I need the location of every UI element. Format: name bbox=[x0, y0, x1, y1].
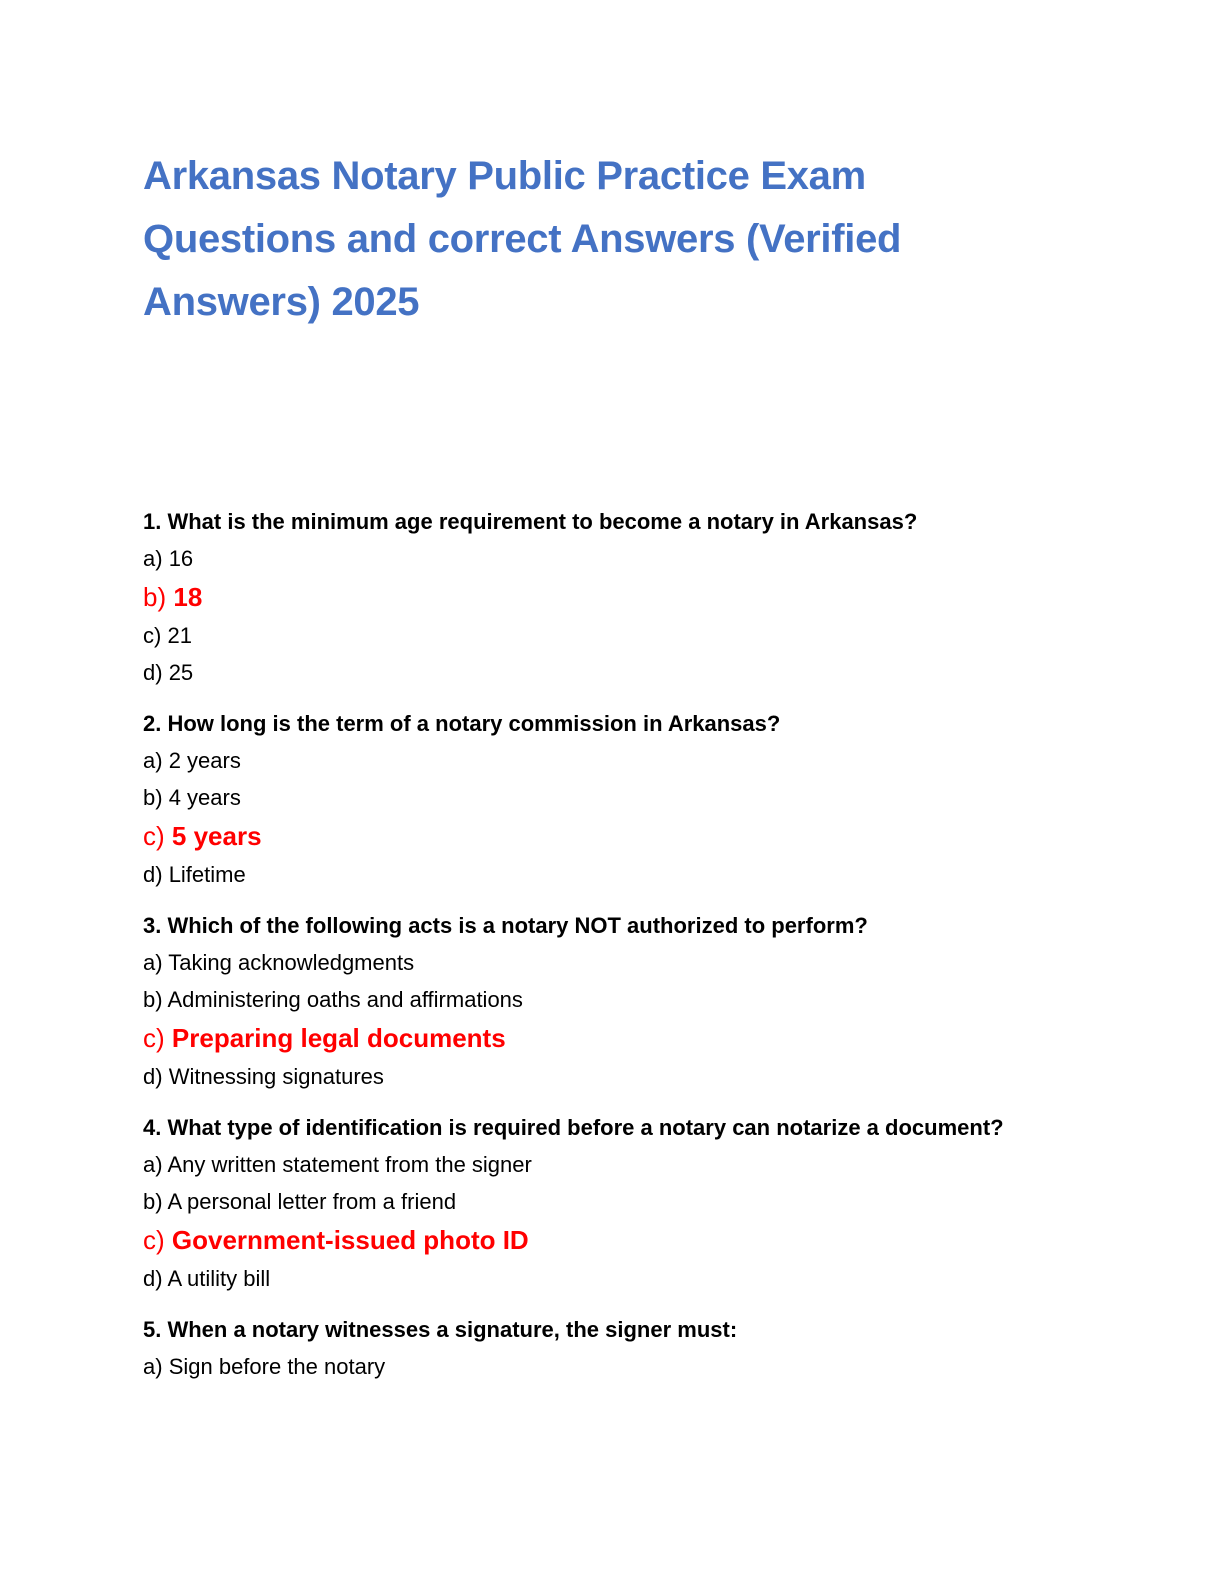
option-text: 25 bbox=[168, 660, 194, 685]
document-title: Arkansas Notary Public Practice Exam Questions and correct Answers (Verified Answers) 2025 bbox=[143, 154, 902, 324]
option-c-correct-answer bbox=[143, 816, 1043, 856]
option-letter: a) bbox=[143, 1152, 163, 1177]
option-letter: d) bbox=[143, 862, 163, 887]
option-letter: d) bbox=[143, 1064, 163, 1089]
option-b bbox=[143, 779, 1043, 816]
option-text: 21 bbox=[167, 623, 192, 648]
question-text: 5. When a notary witnesses a signature, the signer must: bbox=[143, 1317, 738, 1342]
option-a bbox=[143, 742, 1043, 779]
option-b-correct-answer bbox=[143, 577, 1043, 617]
option-text: 4 years bbox=[168, 785, 241, 810]
option-letter: b) bbox=[143, 785, 163, 810]
option-letter: a) bbox=[143, 546, 163, 571]
option-c bbox=[143, 617, 1043, 654]
option-letter: b) bbox=[143, 1189, 163, 1214]
option-letter: a) bbox=[143, 1354, 163, 1379]
option-a bbox=[143, 1146, 1043, 1183]
option-letter: c) bbox=[143, 1225, 165, 1255]
option-letter: c) bbox=[143, 821, 165, 851]
question-text: 1. What is the minimum age requirement to become a notary in Arkansas? bbox=[143, 509, 918, 534]
question-2 bbox=[143, 706, 1043, 893]
option-letter: c) bbox=[143, 623, 162, 648]
option-text: Taking acknowledgments bbox=[168, 950, 415, 975]
option-text: Administering oaths and affirmations bbox=[167, 987, 523, 1012]
option-d bbox=[143, 856, 1043, 893]
option-a bbox=[143, 540, 1043, 577]
option-d bbox=[143, 654, 1043, 691]
question-5 bbox=[143, 1312, 1043, 1385]
option-letter: c) bbox=[143, 1023, 165, 1053]
option-b bbox=[143, 981, 1043, 1018]
option-d bbox=[143, 1260, 1043, 1297]
question-text: 2. How long is the term of a notary commission in Arkansas? bbox=[143, 711, 781, 736]
question-3 bbox=[143, 908, 1043, 1095]
option-text: Witnessing signatures bbox=[168, 1064, 384, 1089]
question-list bbox=[143, 504, 1043, 1400]
option-letter: a) bbox=[143, 950, 163, 975]
option-text: Government-issued photo ID bbox=[171, 1225, 529, 1255]
question-text: 3. Which of the following acts is a notary NOT authorized to perform? bbox=[143, 913, 868, 938]
option-letter: d) bbox=[143, 1266, 163, 1291]
option-text: A utility bill bbox=[167, 1266, 271, 1291]
option-text: 16 bbox=[168, 546, 194, 571]
option-b bbox=[143, 1183, 1043, 1220]
option-text: A personal letter from a friend bbox=[167, 1189, 457, 1214]
option-d bbox=[143, 1058, 1043, 1095]
option-text: 2 years bbox=[168, 748, 241, 773]
option-a bbox=[143, 944, 1043, 981]
option-c-correct-answer bbox=[143, 1018, 1043, 1058]
option-text: Lifetime bbox=[168, 862, 246, 887]
question-4 bbox=[143, 1110, 1043, 1297]
option-text: Sign before the notary bbox=[168, 1354, 386, 1379]
option-c-correct-answer bbox=[143, 1220, 1043, 1260]
option-text: Preparing legal documents bbox=[171, 1023, 506, 1053]
option-letter: b) bbox=[143, 987, 163, 1012]
question-1 bbox=[143, 504, 1043, 691]
option-text: 18 bbox=[173, 582, 203, 612]
option-a bbox=[143, 1348, 1043, 1385]
option-letter: b) bbox=[143, 582, 167, 612]
option-letter: d) bbox=[143, 660, 163, 685]
option-text: Any written statement from the signer bbox=[167, 1152, 532, 1177]
question-text: 4. What type of identification is required before a notary can notarize a document? bbox=[143, 1115, 1004, 1140]
option-text: 5 years bbox=[171, 821, 262, 851]
option-letter: a) bbox=[143, 748, 163, 773]
